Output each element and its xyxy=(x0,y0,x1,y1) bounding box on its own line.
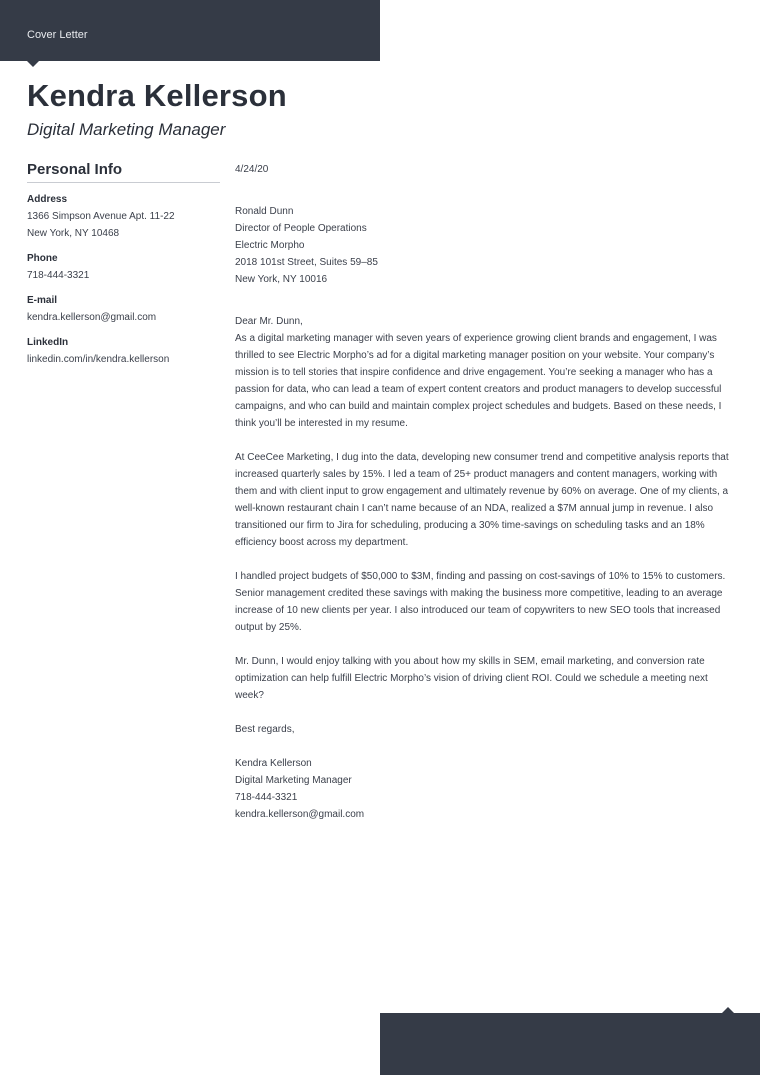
signature-email: kendra.kellerson@gmail.com xyxy=(235,809,365,820)
letter-paragraph-2: At CeeCee Marketing, I dug into the data, developing new consumer trend and competitive analysis reports that increased quarterly sales by 15%. I led a team of 25+ product managers and content managers, working with them and with client input to grow engagement and ultimately revenue by 60% on average. One of my clients, a well-known restaurant chain I can’t name because of an NDA, realized a $7M annual jump in revenue. I also transitioned our firm to Jira for scheduling, producing a 30% time-savings on scheduling tasks and an 18% efficiency boost across my department. xyxy=(235,452,729,548)
footer-band xyxy=(380,1013,760,1075)
linkedin-label: LinkedIn xyxy=(27,337,69,348)
email-value: kendra.kellerson@gmail.com xyxy=(27,312,157,323)
document-type-label: Cover Letter xyxy=(27,29,88,41)
letter-paragraph-3: I handled project budgets of $50,000 to $3M, finding and passing on cost-savings of 10% to 15% to customers. Senior management credited these savings with making the business more competitive, leading to an average increase of 10 new clients per year. I also introduced our team of copywriters to new SEO tools that increased output by 25%. xyxy=(235,571,726,633)
letter-date: 4/24/20 xyxy=(235,164,269,175)
letter-paragraph-4: Mr. Dunn, I would enjoy talking with you about how my skills in SEM, email marketing, and conversion rate optimization can help fulfill Electric Morpho’s vision of driving client ROI. Could we schedule a meeting next week? xyxy=(235,656,708,701)
header-notch xyxy=(27,61,39,67)
personal-info-heading: Personal Info xyxy=(27,161,220,183)
email-label: E-mail xyxy=(27,295,58,306)
signature-phone: 718-444-3321 xyxy=(235,792,298,803)
phone-value: 718-444-3321 xyxy=(27,270,90,281)
signature-title: Digital Marketing Manager xyxy=(235,775,352,786)
signature-block xyxy=(235,755,735,823)
recipient-city: New York, NY 10016 xyxy=(235,274,328,285)
phone-label: Phone xyxy=(27,253,58,264)
address-line-1: 1366 Simpson Avenue Apt. 11-22 xyxy=(27,211,175,222)
applicant-job-title: Digital Marketing Manager xyxy=(27,120,226,139)
applicant-name: Kendra Kellerson xyxy=(27,78,287,113)
phone-block xyxy=(27,252,220,284)
personal-info-sidebar xyxy=(27,161,220,368)
address-label: Address xyxy=(27,194,68,205)
email-block xyxy=(27,294,220,326)
letter-closing: Best regards, xyxy=(235,724,295,735)
recipient-street: 2018 101st Street, Suites 59–85 xyxy=(235,257,378,268)
letter-body xyxy=(235,161,735,823)
letter-greeting: Dear Mr. Dunn, xyxy=(235,316,303,327)
letter-paragraph-1: As a digital marketing manager with seven years of experience growing client brands and engagement, I was thrilled to see Electric Morpho’s ad for a digital marketing manager position on your website. Your company’s mission is to tell stories that inspire confidence and drive engagement. You’re seeking a manager who has a passion for data, who can lead a team of expert content creators and product managers to develop successful campaigns, and who can build and maintain complex project schedules and budgets. Based on these needs, I think you’ll be interested in my resume. xyxy=(235,333,722,429)
address-line-2: New York, NY 10468 xyxy=(27,228,120,239)
linkedin-block xyxy=(27,336,220,368)
recipient-title: Director of People Operations xyxy=(235,223,367,234)
signature-name: Kendra Kellerson xyxy=(235,758,312,769)
recipient-block xyxy=(235,203,735,288)
address-block xyxy=(27,193,220,242)
linkedin-value: linkedin.com/in/kendra.kellerson xyxy=(27,354,170,365)
recipient-name: Ronald Dunn xyxy=(235,206,294,217)
header-band xyxy=(0,0,380,61)
recipient-company: Electric Morpho xyxy=(235,240,305,251)
